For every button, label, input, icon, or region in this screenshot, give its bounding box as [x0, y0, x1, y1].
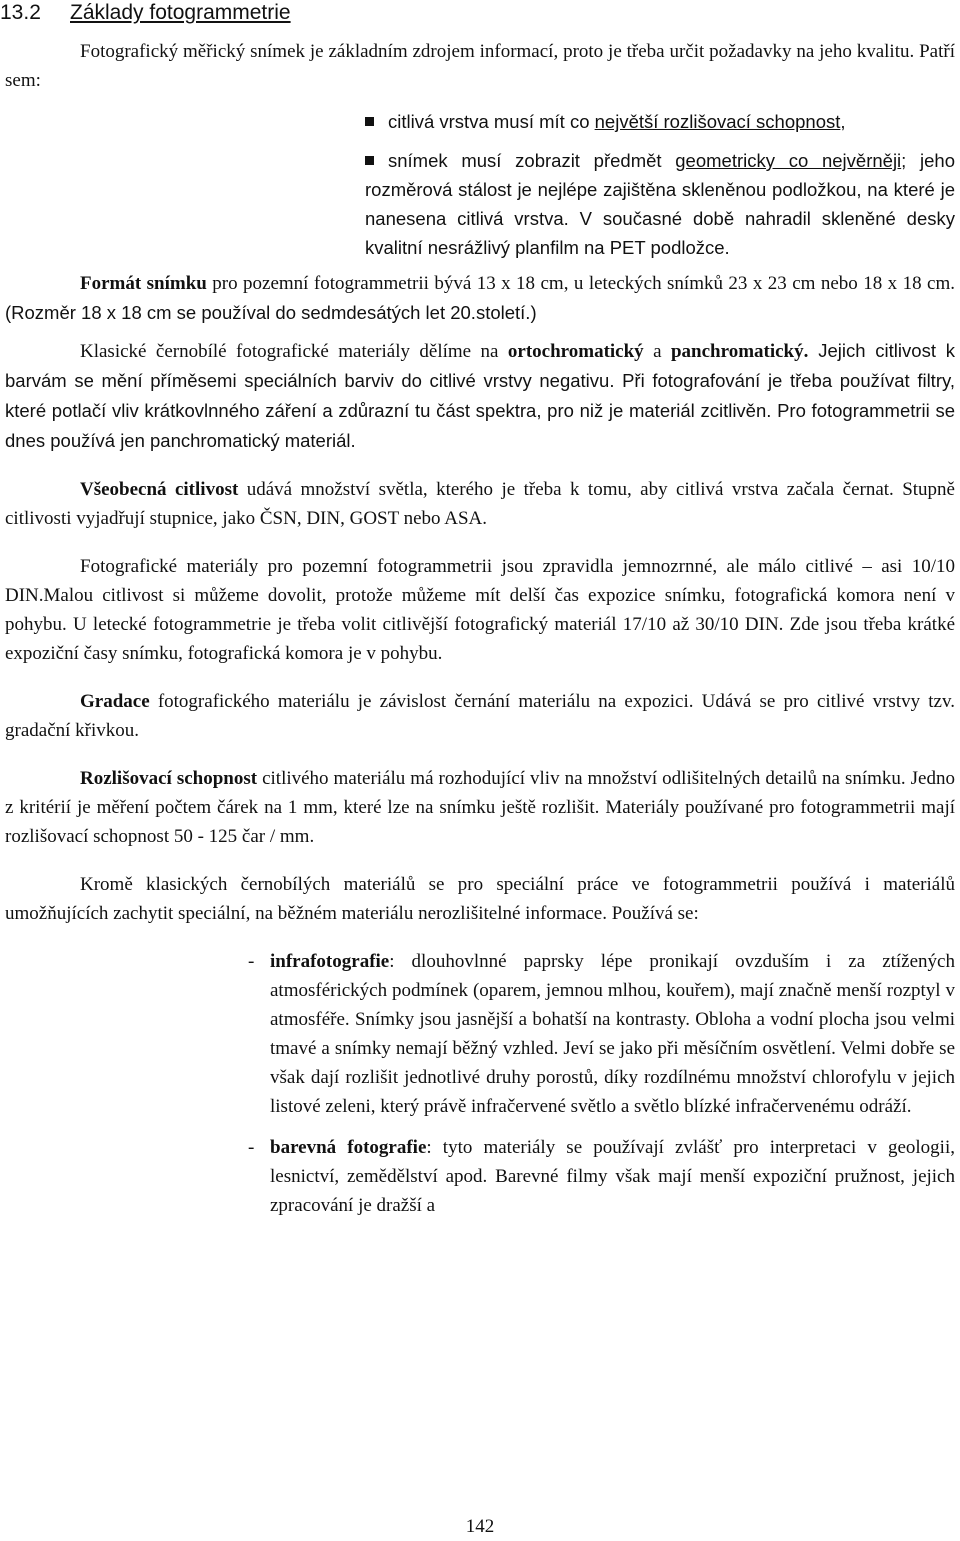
page-number: 142 [465, 1516, 495, 1537]
format-paragraph: Formát snímku pro pozemní fotogrammetrii bývá 13 x 18 cm, u leteckých snímků 23 x 23 cm nebo 18 x 18 cm. (Rozměr 18 x 18 cm se používal do sedmdesátých let 20.století.) [5, 273, 955, 323]
square-bullet-icon [365, 117, 374, 126]
special-materials-paragraph: Kromě klasických černobílých materiálů se pro speciální práce ve fotogrammetrii používá i materiálů umožňujících zachytit speciální, na běžném materiálu nerozlišitelné informace. Používá se: [5, 874, 955, 924]
special-materials-list [248, 947, 955, 1220]
requirements-list [365, 107, 955, 262]
requirement-item: snímek musí zobrazit předmět geometricky co nejvěrněji; jeho rozměrová stálost je nejlépe zajištěna skleněnou podložkou, na které je nanesena citlivá vrstva. V současné době nahradil skleněné desky kvalitní nesrážlivý planfilm na PET podložce. [365, 150, 956, 258]
requirement-item: citlivá vrstva musí mít co největší rozlišovací schopnost, [365, 107, 955, 136]
classic-materials-paragraph: Klasické černobílé fotografické materiály dělíme na ortochromatický a panchromatický. Jejich citlivost k barvám se mění příměsemi speciálních barviv do citlivé vrstvy negativu. Při fotografování je třeba používat filtry, které potlačí vliv krátkovlnného záření a zdůrazní tu část spektra, pro niž je materiál zcitlivěn. Pro fotogrammetrii se dnes používá jen panchromatický materiál. [5, 340, 956, 451]
sensitivity-paragraph: Všeobecná citlivost udává množství světla, kterého je třeba k tomu, aby citlivá vrstva začala černat. Stupně citlivosti vyjadřují stupnice, jako ČSN, DIN, GOST nebo ASA. [5, 479, 955, 529]
resolution-paragraph: Rozlišovací schopnost citlivého materiálu má rozhodující vliv na množství odlišitelných detailů na snímku. Jedno z kritérií je měření počtem čárek na 1 mm, které lze na snímku ještě rozlišit. Materiály používané pro fotogrammetrii mají rozlišovací schopnost 50 - 125 čar / mm. [5, 768, 955, 847]
intro-paragraph: Fotografický měřický snímek je základním zdrojem informací, proto je třeba určit požadavky na jeho kvalitu. Patří sem: [5, 41, 955, 91]
gradation-paragraph: Gradace fotografického materiálu je závislost černání materiálu na expozici. Udává se pro citlivé vrstvy tzv. gradační křivkou. [5, 691, 955, 741]
materials-paragraph: Fotografické materiály pro pozemní fotogrammetrii jsou zpravidla jemnozrnné, ale málo citlivé – asi 10/10 DIN.Malou citlivost si můžeme dovolit, protože můžeme mít delší čas expozice snímku, fotografická komora není v pohybu. U letecké fotogrammetrie je třeba volit citlivější fotografický materiál 17/10 až 30/10 DIN. Zde jsou třeba krátké expoziční časy snímku, fotografická komora je v pohybu. [5, 556, 955, 664]
list-item-barevna-fotografie: - barevná fotografie: tyto materiály se používají zvlášť pro interpretaci v geologii, lesnictví, zemědělství apod. Barevné filmy však mají menší expoziční pružnost, jejich zpracování je dražší a [248, 1137, 955, 1216]
section-title: Základy fotogrammetrie [70, 1, 291, 24]
section-number: 13.2 [0, 1, 41, 24]
section-heading [0, 0, 955, 26]
list-item-infrafotografie: - infrafotografie: dlouhovlnné paprsky lépe pronikají ovzduším i za ztížených atmosférických podmínek (oparem, jemnou mlhou, kouřem), mají značně menší rozptyl v atmosféře. Snímky jsou jasnější a bohatší na kontrasty. Obloha a vodní plocha jsou velmi tmavé a snímky nemají běžný vzhled. Jeví se jako při měsíčním osvětlení. Velmi dobře se však dají rozlišit jednotlivé druhy porostů, díky rozdílnému množství chlorofylu v jejich listové zeleni, který právě infračervené světlo a světlo blízké infračervenému odráží. [248, 951, 955, 1117]
square-bullet-icon [365, 156, 374, 165]
